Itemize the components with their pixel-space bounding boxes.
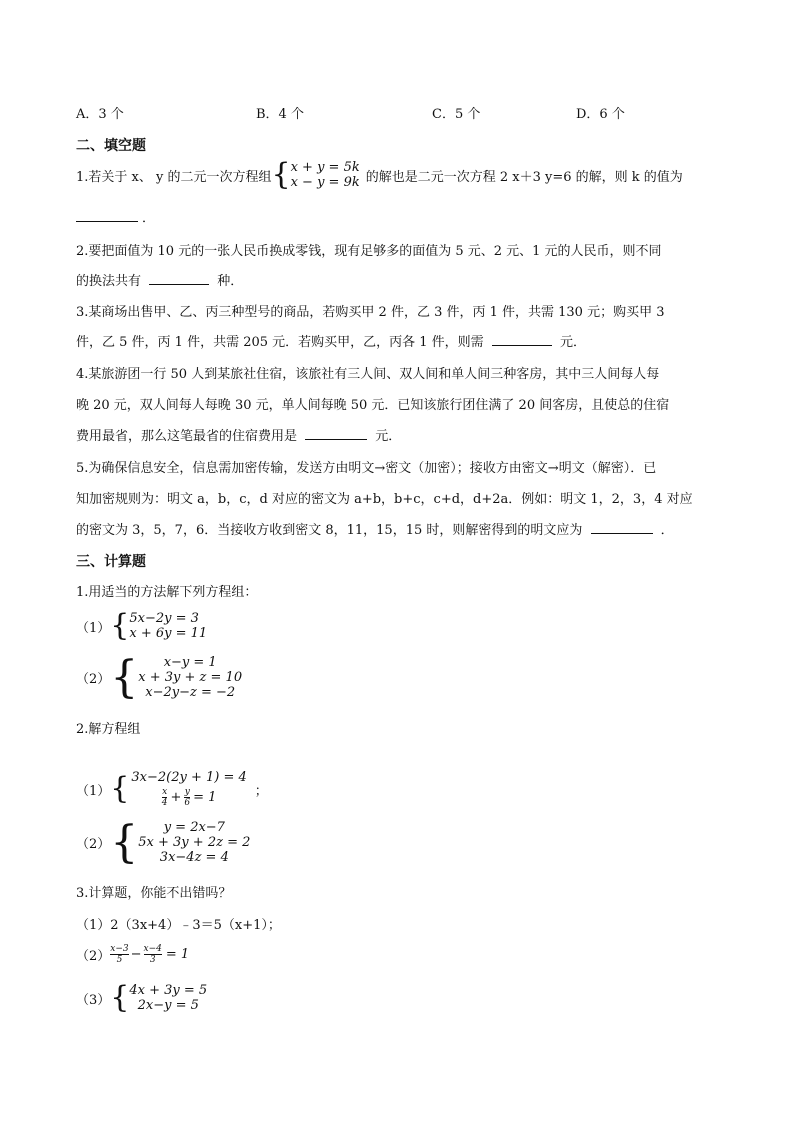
section-title-calculation: 三、计算题 [76,554,146,570]
q2-1-pre: 1.若关于 x、 y 的二元一次方程组 [76,169,272,185]
q2-4-line3: 费用最省，那么这笔最省的住宿费用是 元． [76,429,402,444]
q3-2-title: 2.解方程组 [76,722,141,737]
equation-line: 3x−4z = 4 [159,850,229,865]
answer-blank[interactable] [76,221,138,222]
fraction: $\frac{x}{4}$ [161,787,168,808]
left-brace-icon: { [110,771,130,806]
left-brace-icon: { [271,157,291,192]
answer-blank[interactable] [305,439,367,440]
q3-2-part2: （2） { y = 2x−7 5x + 3y + 2z = 2 3x−4z = 4 [76,816,251,868]
equation-line: x−2y−z = −2 [145,685,236,700]
q2-1-answer-line: ． [76,207,155,226]
equation-system [129,611,207,641]
fraction: $\frac{x-3}{5}$ [110,944,129,965]
equation-system [138,655,242,700]
equation-line: y = 2x−7 [163,820,225,835]
q2-5-line2: 知加密规则为：明文 a，b，c，d 对应的密文为 a+b，b+c，c+d，d+2a．例如：明文 1，2，3，4 对应 [76,492,693,507]
q2-1-post: 的解也是二元一次方程 2 x＋3 y=6 的解，则 k 的值为 [365,169,683,185]
equation-line: x + y = 5k [290,160,360,175]
equation-system [131,770,246,808]
q3-1-title: 1.用适当的方法解下列方程组： [76,585,258,600]
q3-3-part2: （2） $\frac{x-3}{5}$ − $\frac{x-4}{3}$ = 1 [76,944,190,965]
equation-line: 4x + 3y = 5 [129,983,208,998]
equation-line: 5x−2y = 3 [129,611,199,626]
q2-4-line2: 晚 20 元，双人间每人每晚 30 元，单人间每晚 50 元．已知该旅行团住满了 20 间客房，且使总的住宿 [76,398,670,413]
q2-5-line3: 的密文为 3，5，7，6．当接收方收到密文 8，11，15，15 时，则解密得到的明文应为 ． [76,523,674,538]
equation-line: x − y = 9k [290,175,360,190]
choice-a: A．3 个 [76,107,124,122]
choice-c: C．5 个 [432,107,481,122]
q2-3-line2: 件，乙 5 件，丙 1 件，共需 205 元．若购买甲，乙，丙各 1 件，则需 元． [76,335,586,350]
left-brace-icon: { [110,816,139,868]
equation-line: 3x−2(2y + 1) = 4 [131,770,247,785]
q3-3-part3: （3） { 4x + 3y = 5 2x−y = 5 [76,980,208,1015]
equation-system [291,160,360,190]
q3-3-title: 3.计算题，你能不出错吗？ [76,886,232,901]
left-brace-icon: { [110,980,130,1015]
fraction: $\frac{x-4}{3}$ [143,944,162,965]
equation-line: x + 6y = 11 [129,626,208,641]
fraction: $\frac{y}{6}$ [184,787,191,808]
equation-line: x + 3y + z = 10 [138,670,243,685]
q2-5-line1: 5.为确保信息安全，信息需加密传输，发送方由明文→密文（加密）；接收方由密文→明文（解密）．已 [76,461,657,476]
left-brace-icon: { [110,651,139,703]
q2-4-line1: 4.某旅游团一行 50 人到某旅社住宿，该旅社有三人间、双人间和单人间三种客房，其中三人间每人每 [76,367,660,382]
question-2-1 [76,157,683,192]
equation-line: x−y = 1 [163,655,217,670]
q2-2-line2: 的换法共有 种． [76,274,244,289]
left-brace-icon: { [110,608,130,643]
answer-blank[interactable] [591,533,653,534]
choice-d: D．6 个 [576,107,625,122]
choice-b: B．4 个 [256,107,304,122]
equation-line: 5x + 3y + 2z = 2 [138,835,251,850]
equation-line: 2x−y = 5 [137,998,199,1013]
answer-blank[interactable] [149,284,209,285]
q3-3-part1: （1）2（3x+4）﹣3＝5（x+1）； [76,918,281,933]
q3-1-part2: （2） { x−y = 1 x + 3y + z = 10 x−2y−z = −2 [76,651,243,703]
equation-system [129,983,207,1013]
answer-blank[interactable] [492,345,552,346]
q3-1-part1: （1） { 5x−2y = 3 x + 6y = 11 [76,608,208,643]
section-title-fill-blank: 二、填空题 [76,138,146,154]
equation-system [138,820,250,865]
q3-2-part1: （1） { 3x−2(2y + 1) = 4 $\frac{x}{4}$ + $\frac{y}{6}$ = 1 ； [76,770,268,808]
q2-3-line1: 3.某商场出售甲、乙、丙三种型号的商品，若购买甲 2 件，乙 3 件，丙 1 件，共需 130 元；购买甲 3 [76,305,665,320]
q2-2-line1: 2.要把面值为 10 元的一张人民币换成零钱，现有足够多的面值为 5 元、2 元、1 元的人民币，则不同 [76,244,662,259]
equation-line: $\frac{x}{4}$ + $\frac{y}{6}$ = 1 [161,787,217,808]
